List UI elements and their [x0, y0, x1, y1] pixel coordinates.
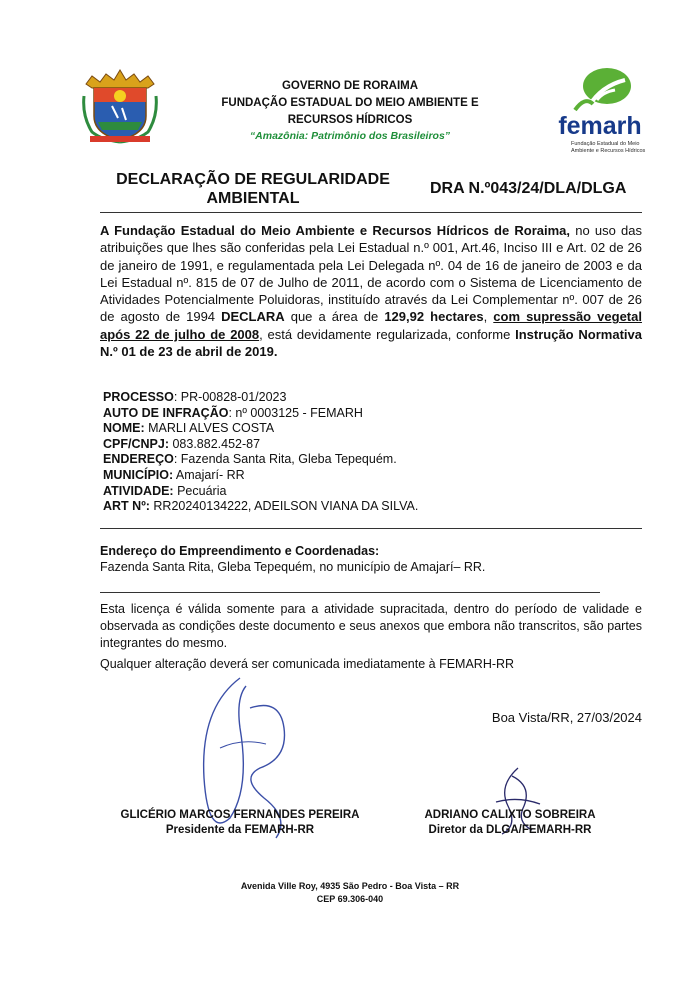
femarh-wordmark: femarh [558, 112, 642, 140]
field-art [103, 499, 603, 515]
place-and-date: Boa Vista/RR, 27/03/2024 [491, 710, 642, 725]
field-key: ENDEREÇO [103, 452, 174, 467]
field-value: MARLI ALVES COSTA [144, 421, 275, 436]
field-value: Amajarí- RR [173, 467, 245, 482]
foundation-name-line2: RECURSOS HÍDRICOS [287, 114, 413, 126]
field-nome [103, 421, 603, 437]
title-divider [100, 212, 642, 213]
field-value: : PR-00828-01/2023 [173, 390, 287, 404]
femarh-logo [545, 66, 655, 162]
signatory-name: ADRIANO CALIXTO SOBREIRA [424, 809, 596, 821]
femarh-subtitle: Fundação Estadual do Meio Ambiente e Recursos Hídricos [571, 141, 646, 154]
motto: “Amazônia: Patrimônio dos Brasileiros” [249, 130, 451, 142]
signature-block-president [100, 808, 380, 838]
declara-word: DECLARA [221, 309, 285, 325]
field-auto-infracao [103, 406, 603, 422]
field-value: : nº 0003125 - FEMARH [228, 405, 363, 420]
field-processo [103, 390, 603, 406]
field-key: ATIVIDADE: [103, 483, 174, 498]
location-text: Fazenda Santa Rita, Gleba Tepequém, no município de Amajarí– RR. [100, 560, 486, 574]
leaf-icon [567, 66, 633, 114]
field-key: PROCESSO [103, 390, 174, 404]
field-value: RR20240134222, ADEILSON VIANA DA SILVA. [149, 499, 419, 514]
signatory-role: Presidente da FEMARH-RR [165, 824, 315, 836]
suppression-clause: com supressão vegetal após 22 de julho de 2008 [100, 309, 642, 342]
process-fields [103, 390, 603, 515]
signatory-name: GLICÉRIO MARCOS FERNANDES PEREIRA [120, 809, 360, 821]
field-key: AUTO DE INFRAÇÃO [103, 405, 229, 420]
para-text2: que a área de [284, 309, 385, 325]
document-title [103, 170, 403, 208]
field-value: Pecuária [173, 483, 227, 498]
footer-address [200, 880, 500, 906]
field-cpf-cnpj [103, 437, 603, 453]
declaration-paragraph [100, 222, 642, 360]
section-divider-1 [100, 528, 642, 529]
para-text3: , [483, 309, 494, 325]
document-number: DRA N.º043/24/DLA/DLGA [430, 180, 627, 197]
field-key: NOME: [103, 421, 145, 436]
government-name: GOVERNO DE RORAIMA [281, 80, 419, 92]
location-title: Endereço do Empreendimento e Coordenadas: [100, 544, 380, 558]
signature-block-director [405, 808, 615, 838]
field-endereco [103, 452, 603, 468]
field-value: : Fazenda Santa Rita, Gleba Tepequém. [173, 452, 397, 467]
field-key: MUNICÍPIO: [103, 467, 174, 482]
change-notice: Qualquer alteração deverá ser comunicada imediatamente à FEMARH-RR [100, 657, 515, 671]
title-line1: DECLARAÇÃO DE REGULARIDADE [116, 171, 390, 188]
field-atividade [103, 484, 603, 500]
title-line2: AMBIENTAL [206, 190, 300, 207]
field-value: 083.882.452-87 [168, 436, 261, 451]
para-text4: , está devidamente regularizada, conforme [259, 326, 516, 342]
footer-cep: CEP 69.306-040 [316, 894, 384, 904]
validity-text: Esta licença é válida somente para a atividade supracitada, dentro do período de validade e observada as condições deste documento e seus anexos que embora não transcritos, são partes integrantes do mesmo. [100, 602, 642, 650]
roraima-coat-of-arms-icon [82, 66, 158, 144]
field-municipio [103, 468, 603, 484]
foundation-name-line1: FUNDAÇÃO ESTADUAL DO MEIO AMBIENTE E [221, 97, 479, 109]
field-key: ART Nº: [103, 499, 150, 514]
instruction-reference: Instrução Normativa N.º 01 de 23 de abril de 2019. [100, 326, 643, 360]
section-divider-2 [100, 592, 600, 593]
area-value: 129,92 hectares [384, 309, 484, 325]
field-key: CPF/CNPJ: [103, 436, 169, 451]
footer-street: Avenida Ville Roy, 4935 São Pedro - Boa Vista – RR [240, 881, 460, 891]
signatory-role: Diretor da DLGA/FEMARH-RR [428, 824, 592, 836]
para-text1: no uso das atribuições que lhes são conferidas pela Lei Estadual n.º 001, Art.46, Inciso III e Art. 02 de 26 de janeiro de 1991, e regulamentada pela Lei Delegada nº. 04 de 16 de janeiro de 2003 e da Lei Estadual nº. 815 de 07 de Julho de 2011, de acordo com o Sistema de Licenciamento de Atividades Potencialmente Poluidoras, instituído através da Lei Complementar nº. 007 de 26 de agosto de 1994 [100, 223, 642, 325]
org-name: A Fundação Estadual do Meio Ambiente e Recursos Hídricos de Roraima, [100, 223, 571, 238]
